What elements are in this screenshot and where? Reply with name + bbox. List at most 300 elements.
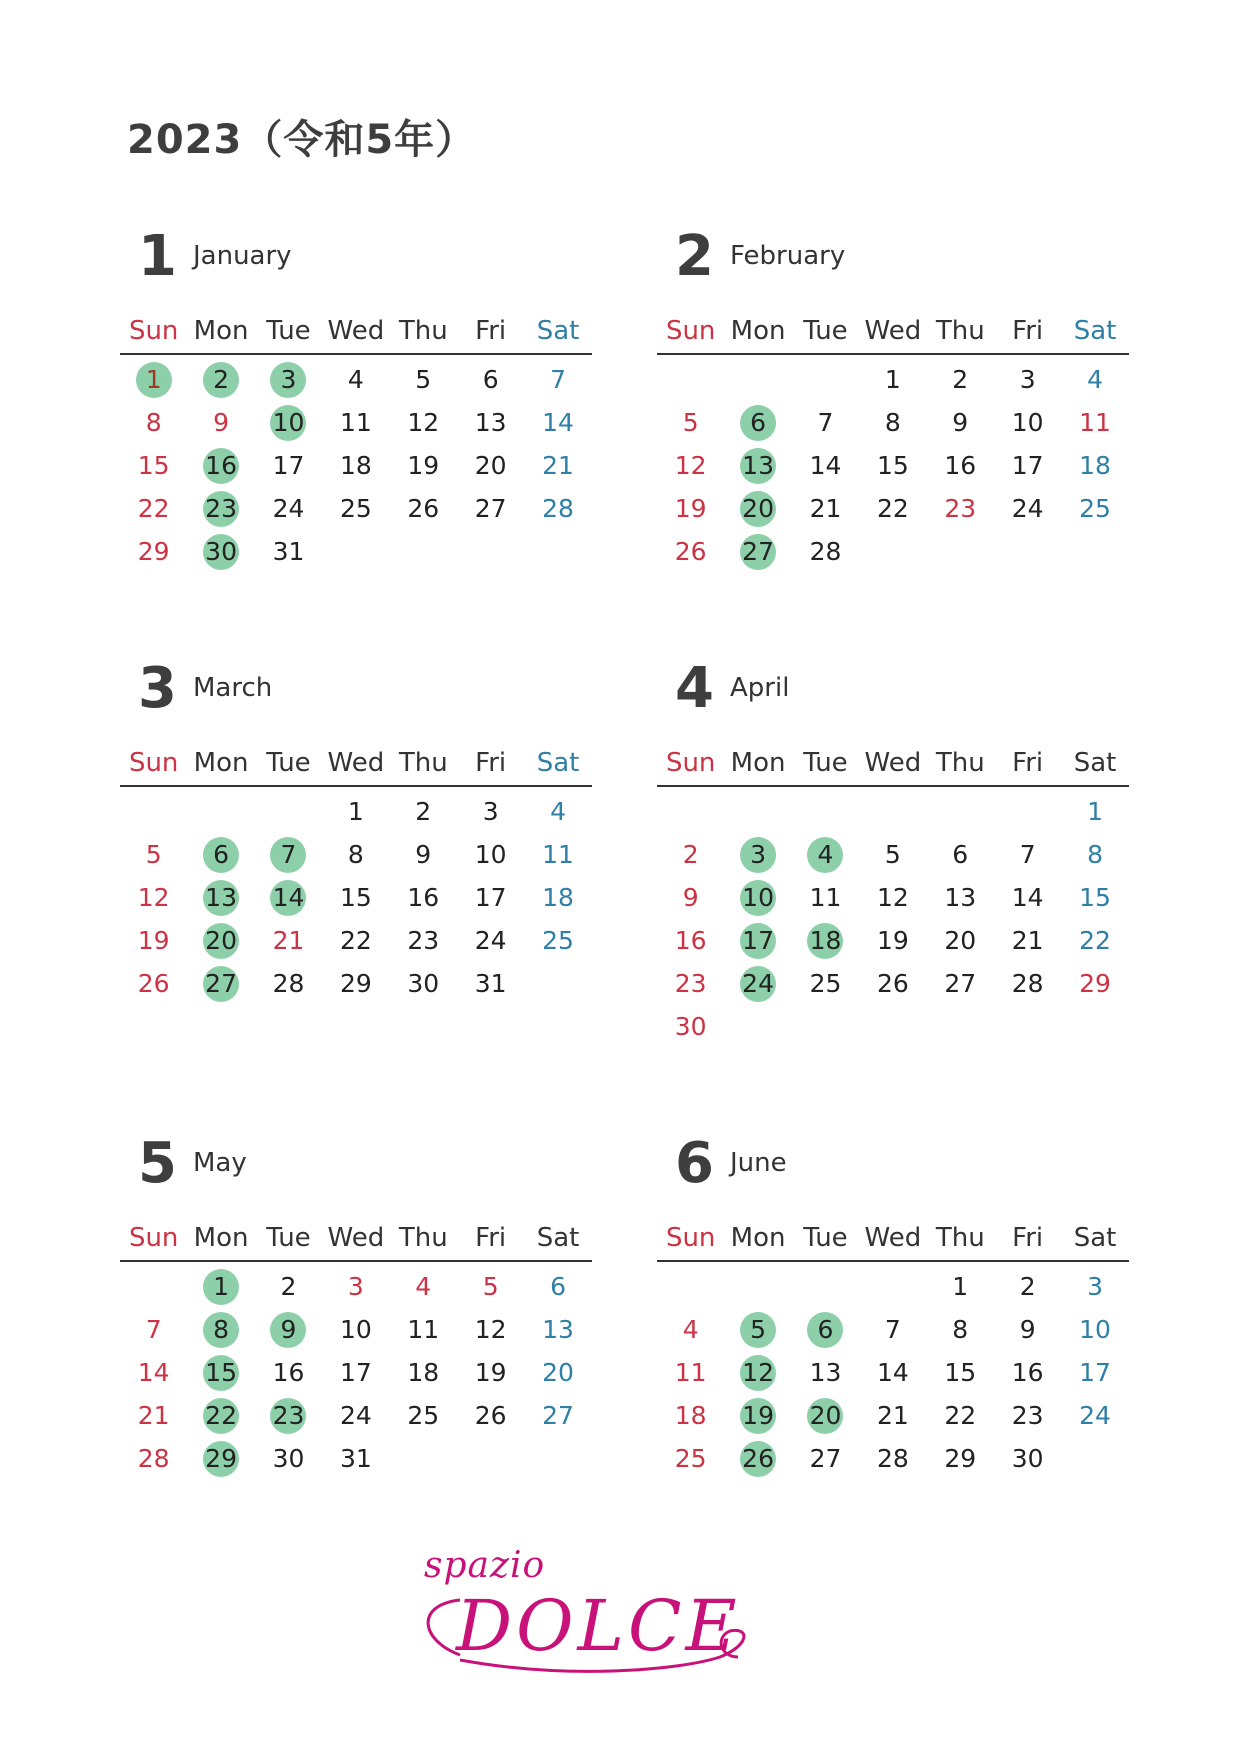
week-row — [120, 876, 592, 919]
week-row — [120, 962, 592, 1005]
day-number: 14 — [876, 1358, 909, 1387]
week-row — [657, 1437, 1129, 1480]
day-number: 21 — [137, 1401, 170, 1430]
day-cell — [859, 1437, 926, 1480]
day-cell — [390, 530, 457, 573]
day-number: 25 — [809, 969, 842, 998]
week-row — [120, 530, 592, 573]
day-number: 9 — [415, 840, 432, 869]
day-cell — [255, 919, 322, 962]
weekday-label: Mon — [730, 748, 786, 778]
day-cell — [994, 358, 1061, 401]
weeks — [657, 787, 1129, 1048]
day-number: 7 — [1019, 840, 1036, 869]
day-number: 12 — [876, 883, 909, 912]
month-header — [657, 657, 1129, 743]
month-number: 1 — [138, 224, 177, 289]
day-cell — [792, 530, 859, 573]
weeks — [657, 355, 1129, 573]
day-number: 31 — [339, 1444, 372, 1473]
day-cell — [792, 1351, 859, 1394]
day-cell — [792, 1308, 859, 1351]
day-number: 3 — [347, 1272, 364, 1301]
day-cell — [792, 401, 859, 444]
day-cell — [792, 358, 859, 401]
day-cell — [724, 444, 791, 487]
day-number: 22 — [205, 1401, 237, 1430]
day-number: 26 — [137, 969, 170, 998]
day-number: 28 — [137, 1444, 170, 1473]
weekday-label: Mon — [730, 1223, 786, 1253]
day-number: 30 — [674, 1012, 707, 1041]
day-cell — [524, 962, 591, 1005]
day-cell — [724, 530, 791, 573]
day-cell — [927, 919, 994, 962]
month-header — [657, 225, 1129, 311]
day-number: 16 — [407, 883, 440, 912]
day-cell — [994, 487, 1061, 530]
day-number: 10 — [1011, 408, 1044, 437]
month-number: 6 — [675, 1131, 714, 1196]
day-number: 26 — [742, 1444, 774, 1473]
day-cell — [724, 1265, 791, 1308]
day-cell — [994, 790, 1061, 833]
day-cell — [859, 1351, 926, 1394]
day-cell — [1061, 1394, 1128, 1437]
day-number: 27 — [205, 969, 237, 998]
day-cell — [927, 530, 994, 573]
day-cell — [524, 919, 591, 962]
weekday-label: Sat — [1073, 316, 1117, 346]
day-cell — [724, 790, 791, 833]
day-cell — [255, 833, 322, 876]
day-cell — [657, 962, 724, 1005]
day-cell — [792, 1437, 859, 1480]
day-number: 1 — [884, 365, 901, 394]
weekday-label: Fri — [475, 316, 507, 346]
day-cell — [927, 1005, 994, 1048]
day-number: 31 — [474, 969, 507, 998]
day-cell — [524, 876, 591, 919]
day-cell — [390, 962, 457, 1005]
day-number: 11 — [809, 883, 842, 912]
day-cell — [524, 1437, 591, 1480]
day-number: 18 — [542, 883, 574, 912]
day-cell — [390, 1394, 457, 1437]
month-block — [657, 1132, 1129, 1480]
weekday-header-row — [120, 1218, 592, 1262]
day-cell — [255, 1394, 322, 1437]
day-cell — [187, 790, 254, 833]
day-number: 21 — [876, 1401, 909, 1430]
day-cell — [457, 1394, 524, 1437]
day-cell — [457, 444, 524, 487]
day-number: 15 — [137, 451, 170, 480]
day-cell — [255, 1265, 322, 1308]
day-number: 26 — [876, 969, 909, 998]
day-number: 17 — [1011, 451, 1044, 480]
day-cell — [724, 919, 791, 962]
day-number: 18 — [674, 1401, 707, 1430]
month-name: March — [193, 673, 273, 703]
day-number: 26 — [674, 537, 707, 566]
day-cell — [524, 487, 591, 530]
weekday-label: Sat — [536, 1223, 580, 1253]
day-cell — [322, 1308, 389, 1351]
day-number: 16 — [944, 451, 977, 480]
day-number: 15 — [876, 451, 909, 480]
day-cell — [994, 1005, 1061, 1048]
day-number: 15 — [339, 883, 372, 912]
day-cell — [457, 1308, 524, 1351]
day-number: 20 — [542, 1358, 574, 1387]
day-cell — [187, 1437, 254, 1480]
day-cell — [255, 358, 322, 401]
month-header — [120, 657, 592, 743]
weeks — [657, 1262, 1129, 1480]
month-name: April — [730, 673, 790, 703]
day-number: 29 — [339, 969, 372, 998]
day-cell — [524, 1265, 591, 1308]
day-number: 20 — [742, 494, 774, 523]
day-number: 17 — [272, 451, 305, 480]
day-number: 19 — [137, 926, 170, 955]
day-cell — [859, 919, 926, 962]
day-cell — [657, 444, 724, 487]
day-cell — [457, 876, 524, 919]
day-number: 28 — [542, 494, 574, 523]
day-number: 27 — [474, 494, 507, 523]
day-cell — [390, 790, 457, 833]
day-cell — [322, 1351, 389, 1394]
day-cell — [255, 962, 322, 1005]
day-cell — [792, 833, 859, 876]
weekday-label: Thu — [398, 748, 448, 778]
day-number: 27 — [809, 1444, 842, 1473]
day-number: 8 — [213, 1315, 230, 1344]
weekday-label: Thu — [398, 1223, 448, 1253]
day-number: 13 — [944, 883, 977, 912]
day-cell — [859, 530, 926, 573]
day-number: 19 — [407, 451, 440, 480]
week-row — [657, 1005, 1129, 1048]
day-cell — [1061, 1308, 1128, 1351]
day-number: 16 — [272, 1358, 305, 1387]
weekday-header-row — [657, 1218, 1129, 1262]
day-cell — [187, 401, 254, 444]
day-number: 30 — [1011, 1444, 1044, 1473]
day-cell — [859, 401, 926, 444]
day-number: 27 — [742, 537, 774, 566]
day-number: 5 — [884, 840, 901, 869]
day-cell — [524, 790, 591, 833]
day-cell — [390, 358, 457, 401]
day-cell — [457, 1351, 524, 1394]
day-cell — [994, 444, 1061, 487]
day-number: 6 — [482, 365, 499, 394]
day-cell — [120, 1265, 187, 1308]
day-cell — [457, 919, 524, 962]
day-number: 24 — [1011, 494, 1044, 523]
day-cell — [657, 876, 724, 919]
day-number: 28 — [272, 969, 305, 998]
weekday-label: Tue — [803, 748, 848, 778]
day-number: 14 — [809, 451, 842, 480]
day-number: 13 — [205, 883, 237, 912]
day-cell — [390, 1437, 457, 1480]
day-number: 4 — [817, 840, 834, 869]
day-cell — [457, 833, 524, 876]
day-cell — [994, 1394, 1061, 1437]
day-number: 9 — [213, 408, 230, 437]
week-row — [657, 1265, 1129, 1308]
weeks — [120, 787, 592, 1005]
day-cell — [657, 1005, 724, 1048]
week-row — [120, 444, 592, 487]
day-cell — [322, 444, 389, 487]
day-cell — [524, 444, 591, 487]
day-cell — [657, 358, 724, 401]
day-number: 3 — [280, 365, 297, 394]
day-cell — [187, 1394, 254, 1437]
day-number: 14 — [542, 408, 574, 437]
day-number: 2 — [280, 1272, 297, 1301]
page-title: 2023（令和5年） — [127, 117, 477, 163]
day-cell — [322, 401, 389, 444]
day-cell — [457, 530, 524, 573]
week-row — [657, 876, 1129, 919]
day-cell — [859, 962, 926, 1005]
day-cell — [120, 833, 187, 876]
day-cell — [927, 833, 994, 876]
weekday-header-row — [120, 743, 592, 787]
day-cell — [1061, 1005, 1128, 1048]
day-number: 25 — [674, 1444, 707, 1473]
month-header — [120, 225, 592, 311]
day-number: 6 — [750, 408, 767, 437]
day-cell — [187, 530, 254, 573]
day-number: 27 — [542, 1401, 574, 1430]
day-cell — [524, 530, 591, 573]
day-cell — [657, 790, 724, 833]
day-cell — [120, 790, 187, 833]
day-cell — [187, 487, 254, 530]
month-block — [657, 657, 1129, 1048]
month-header — [657, 1132, 1129, 1218]
day-number: 14 — [272, 883, 305, 912]
weekday-label: Sun — [665, 748, 716, 778]
day-cell — [792, 876, 859, 919]
day-number: 4 — [682, 1315, 699, 1344]
day-number: 20 — [944, 926, 977, 955]
day-cell — [390, 401, 457, 444]
day-number: 12 — [742, 1358, 774, 1387]
day-number: 23 — [272, 1401, 305, 1430]
day-number: 9 — [280, 1315, 297, 1344]
day-cell — [927, 876, 994, 919]
day-number: 4 — [1087, 365, 1103, 394]
day-cell — [1061, 876, 1128, 919]
day-cell — [859, 487, 926, 530]
day-number: 29 — [944, 1444, 977, 1473]
day-cell — [657, 487, 724, 530]
weekday-label: Fri — [475, 1223, 507, 1253]
weekday-label: Tue — [803, 316, 848, 346]
day-cell — [1061, 833, 1128, 876]
day-number: 25 — [339, 494, 372, 523]
day-cell — [390, 1308, 457, 1351]
day-cell — [1061, 358, 1128, 401]
weekday-label: Thu — [935, 748, 985, 778]
weekday-label: Sat — [1073, 1223, 1117, 1253]
day-cell — [524, 401, 591, 444]
day-cell — [322, 1394, 389, 1437]
day-cell — [120, 1394, 187, 1437]
weekday-label: Tue — [266, 316, 311, 346]
week-row — [120, 919, 592, 962]
day-number: 19 — [474, 1358, 507, 1387]
day-number: 6 — [550, 1272, 566, 1301]
day-number: 10 — [1079, 1315, 1111, 1344]
day-number: 24 — [272, 494, 305, 523]
day-number: 13 — [542, 1315, 574, 1344]
day-cell — [390, 919, 457, 962]
day-number: 7 — [817, 408, 834, 437]
day-number: 7 — [884, 1315, 901, 1344]
month-number: 4 — [675, 656, 714, 721]
week-row — [120, 1265, 592, 1308]
month-block — [120, 1132, 592, 1480]
day-number: 10 — [272, 408, 305, 437]
day-cell — [792, 790, 859, 833]
day-number: 22 — [339, 926, 372, 955]
day-cell — [1061, 1265, 1128, 1308]
day-cell — [792, 1265, 859, 1308]
day-cell — [1061, 919, 1128, 962]
day-number: 30 — [205, 537, 237, 566]
day-number: 8 — [145, 408, 162, 437]
day-number: 1 — [952, 1272, 969, 1301]
day-cell — [724, 962, 791, 1005]
day-number: 11 — [339, 408, 372, 437]
month-name: May — [193, 1148, 247, 1178]
weeks — [120, 355, 592, 573]
day-number: 8 — [1087, 840, 1103, 869]
day-number: 21 — [542, 451, 574, 480]
day-number: 4 — [415, 1272, 432, 1301]
day-cell — [724, 1351, 791, 1394]
day-number: 22 — [1079, 926, 1111, 955]
month-name: January — [193, 241, 292, 271]
weekday-label: Fri — [1012, 1223, 1044, 1253]
day-number: 6 — [817, 1315, 834, 1344]
day-number: 23 — [205, 494, 237, 523]
day-cell — [927, 358, 994, 401]
day-cell — [1061, 1437, 1128, 1480]
day-number: 31 — [272, 537, 305, 566]
day-cell — [792, 444, 859, 487]
day-cell — [1061, 1351, 1128, 1394]
day-number: 21 — [809, 494, 842, 523]
logo-spazio-text: spazio — [424, 1545, 546, 1586]
day-number: 4 — [347, 365, 364, 394]
day-number: 3 — [1019, 365, 1036, 394]
day-number: 5 — [415, 365, 432, 394]
month-header — [120, 1132, 592, 1218]
weekday-label: Mon — [730, 316, 786, 346]
day-cell — [994, 530, 1061, 573]
day-cell — [120, 358, 187, 401]
day-cell — [927, 487, 994, 530]
day-number: 14 — [137, 1358, 170, 1387]
weekday-label: Wed — [327, 1223, 385, 1253]
day-number: 8 — [884, 408, 901, 437]
day-cell — [994, 1351, 1061, 1394]
day-number: 18 — [809, 926, 842, 955]
day-number: 9 — [682, 883, 699, 912]
day-cell — [927, 1351, 994, 1394]
day-number: 23 — [674, 969, 707, 998]
day-cell — [390, 1351, 457, 1394]
weekday-label: Wed — [327, 316, 385, 346]
month-block — [657, 225, 1129, 573]
day-cell — [927, 401, 994, 444]
weekday-label: Sun — [128, 1223, 179, 1253]
day-number: 5 — [482, 1272, 499, 1301]
day-number: 26 — [474, 1401, 507, 1430]
day-cell — [187, 919, 254, 962]
weekday-label: Thu — [935, 316, 985, 346]
weekday-label: Sun — [665, 1223, 716, 1253]
day-cell — [1061, 530, 1128, 573]
day-cell — [859, 1005, 926, 1048]
day-cell — [120, 919, 187, 962]
day-cell — [255, 1308, 322, 1351]
day-number: 1 — [1087, 797, 1103, 826]
day-cell — [994, 1308, 1061, 1351]
weekday-label: Thu — [935, 1223, 985, 1253]
day-cell — [724, 876, 791, 919]
day-cell — [120, 876, 187, 919]
day-number: 2 — [952, 365, 969, 394]
day-number: 20 — [205, 926, 237, 955]
day-cell — [120, 487, 187, 530]
day-cell — [187, 444, 254, 487]
day-number: 25 — [1079, 494, 1111, 523]
day-number: 20 — [809, 1401, 842, 1430]
day-cell — [255, 487, 322, 530]
day-number: 25 — [407, 1401, 440, 1430]
day-cell — [927, 1308, 994, 1351]
day-cell — [994, 876, 1061, 919]
day-cell — [120, 962, 187, 1005]
weekday-label: Mon — [193, 1223, 249, 1253]
day-number: 28 — [809, 537, 842, 566]
day-cell — [724, 358, 791, 401]
day-cell — [322, 919, 389, 962]
day-number: 2 — [682, 840, 699, 869]
weekday-label: Wed — [327, 748, 385, 778]
day-cell — [255, 790, 322, 833]
day-cell — [657, 530, 724, 573]
day-number: 25 — [542, 926, 574, 955]
day-number: 23 — [1011, 1401, 1044, 1430]
day-cell — [457, 401, 524, 444]
day-cell — [994, 1437, 1061, 1480]
day-cell — [927, 790, 994, 833]
day-number: 6 — [952, 840, 969, 869]
day-cell — [390, 833, 457, 876]
